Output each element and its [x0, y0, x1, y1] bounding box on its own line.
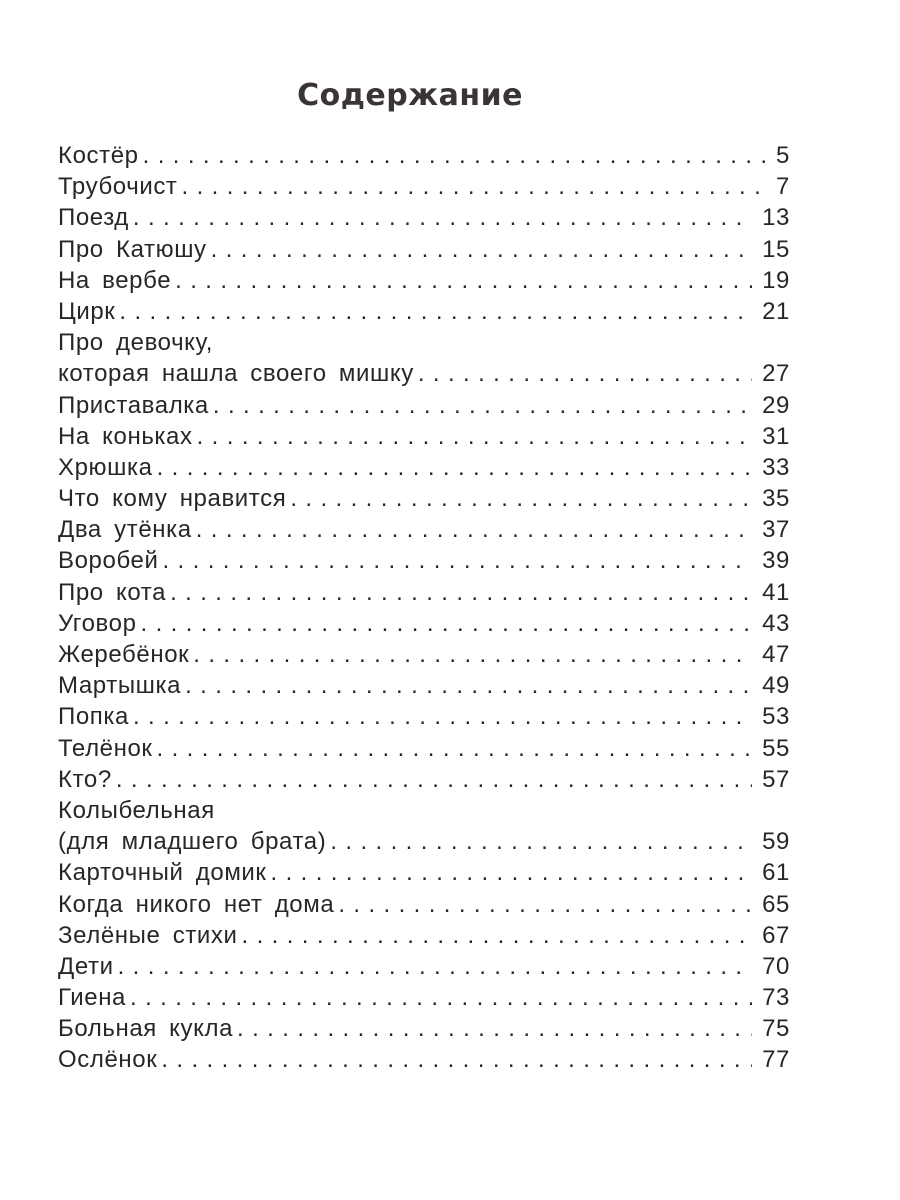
toc-entry-page: 21: [762, 297, 790, 325]
toc-entry-title: Жеребёнок: [58, 641, 190, 668]
toc-entry-title: (для младшего брата): [58, 828, 327, 856]
dot-leader: [143, 140, 766, 171]
toc-entry-page: 59: [762, 828, 790, 856]
toc-entry-page: 55: [762, 734, 790, 762]
toc-entry-title: Воробей: [58, 547, 159, 575]
dot-leader: [211, 234, 752, 265]
toc-entry-title: Больная кукла: [58, 1015, 234, 1043]
toc-entry-page: 37: [762, 516, 790, 544]
toc-entry-title: Два утёнка: [58, 516, 192, 544]
toc-entry: [58, 296, 790, 327]
toc-entry: [58, 889, 790, 920]
toc-entry: [58, 483, 790, 514]
dot-leader: [418, 358, 752, 389]
toc-entry: [58, 577, 790, 608]
toc-entry: [58, 857, 790, 888]
dot-leader: [185, 670, 752, 701]
toc-entry-title: Кто?: [58, 765, 112, 793]
toc-entry: [58, 795, 790, 857]
toc-entry-title: Дети: [58, 952, 114, 980]
toc-entry-page: 67: [762, 921, 790, 949]
dot-leader: [157, 452, 753, 483]
toc-entry-page: 7: [776, 173, 790, 201]
toc-entry-page: 65: [762, 890, 790, 918]
toc-entry-title: которая нашла своего мишку: [58, 360, 414, 388]
toc-entry-page: 19: [762, 266, 790, 294]
dot-leader: [162, 545, 752, 576]
toc-entry-title: Телёнок: [58, 734, 153, 762]
toc-entry-title: Гиена: [58, 984, 127, 1012]
toc-entry-page: 73: [762, 984, 790, 1012]
toc-entry: [58, 764, 790, 795]
toc-entry: [58, 421, 790, 452]
toc-entry-page: 43: [762, 609, 790, 637]
toc-entry-page: 31: [762, 422, 790, 450]
toc-entry: [58, 514, 790, 545]
toc-entry: [58, 140, 790, 171]
table-of-contents: [58, 140, 790, 1076]
toc-entry-title: Попка: [58, 703, 129, 731]
toc-entry-title: Уговор: [58, 609, 137, 637]
toc-entry-page: 39: [762, 547, 790, 575]
dot-leader: [237, 1013, 752, 1044]
toc-entry-title: Приставалка: [58, 391, 209, 419]
toc-entry-page: 15: [762, 235, 790, 263]
toc-entry: [58, 265, 790, 296]
toc-entry: [58, 171, 790, 202]
toc-entry-page: 35: [762, 485, 790, 513]
toc-entry-page: 49: [762, 672, 790, 700]
toc-entry-title-line1: Про девочку,: [58, 329, 214, 357]
dot-leader: [119, 296, 752, 327]
dot-leader: [161, 1044, 752, 1075]
toc-entry-title: Про Катюшу: [58, 235, 207, 263]
toc-entry-page: 75: [762, 1015, 790, 1043]
toc-entry-title-line1: Колыбельная: [58, 796, 215, 824]
toc-entry-title: На коньках: [58, 422, 193, 450]
toc-entry: [58, 982, 790, 1013]
toc-entry-page: 41: [762, 578, 790, 606]
toc-entry: [58, 608, 790, 639]
toc-entry-title: Когда никого нет дома: [58, 890, 335, 918]
toc-entry: [58, 920, 790, 951]
dot-leader: [213, 390, 752, 421]
toc-entry-page: 13: [762, 204, 790, 232]
toc-entry: [58, 670, 790, 701]
dot-leader: [242, 920, 753, 951]
dot-leader: [197, 421, 752, 452]
toc-entry-title: Хрюшка: [58, 453, 153, 481]
toc-entry: [58, 639, 790, 670]
dot-leader: [196, 514, 752, 545]
toc-entry-title: Трубочист: [58, 173, 178, 201]
dot-leader: [116, 764, 752, 795]
toc-entry: [58, 1013, 790, 1044]
dot-leader: [338, 889, 752, 920]
toc-entry: [58, 452, 790, 483]
dot-leader: [271, 857, 753, 888]
dot-leader: [118, 951, 752, 982]
toc-entry-title: Что кому нравится: [58, 485, 287, 513]
dot-leader: [175, 265, 752, 296]
toc-entry: [58, 234, 790, 265]
toc-entry-title: Поезд: [58, 204, 129, 232]
dot-leader: [290, 483, 752, 514]
toc-entry-title: Ослёнок: [58, 1046, 158, 1074]
toc-entry-page: 27: [762, 360, 790, 388]
toc-entry-title: Зелёные стихи: [58, 921, 238, 949]
toc-entry-title: Мартышка: [58, 672, 182, 700]
toc-entry: [58, 951, 790, 982]
toc-entry-title: Костёр: [58, 142, 139, 169]
toc-entry: [58, 733, 790, 764]
toc-entry-title: Карточный домик: [58, 859, 267, 887]
toc-entry: [58, 327, 790, 389]
toc-entry: [58, 390, 790, 421]
toc-entry-title: На вербе: [58, 266, 172, 294]
toc-entry: [58, 701, 790, 732]
dot-leader: [141, 608, 753, 639]
toc-entry-title: Цирк: [58, 297, 116, 325]
toc-entry-page: 33: [762, 453, 790, 481]
toc-entry-page: 70: [762, 952, 790, 980]
toc-entry-page: 5: [776, 142, 790, 169]
toc-entry-page: 57: [762, 765, 790, 793]
toc-entry: [58, 545, 790, 576]
dot-leader: [157, 733, 753, 764]
dot-leader: [170, 577, 752, 608]
toc-entry-page: 77: [762, 1046, 790, 1074]
toc-entry-page: 47: [762, 641, 790, 668]
dot-leader: [193, 639, 752, 670]
toc-entry-page: 61: [762, 859, 790, 887]
dot-leader: [133, 202, 752, 233]
toc-entry-page: 53: [762, 703, 790, 731]
dot-leader: [182, 171, 767, 202]
toc-entry: [58, 1044, 790, 1075]
page-title: Содержание: [297, 78, 523, 113]
dot-leader: [133, 701, 752, 732]
toc-entry-page: 29: [762, 391, 790, 419]
dot-leader: [330, 826, 752, 857]
toc-entry-title: Про кота: [58, 578, 167, 606]
dot-leader: [130, 982, 752, 1013]
toc-entry: [58, 202, 790, 233]
